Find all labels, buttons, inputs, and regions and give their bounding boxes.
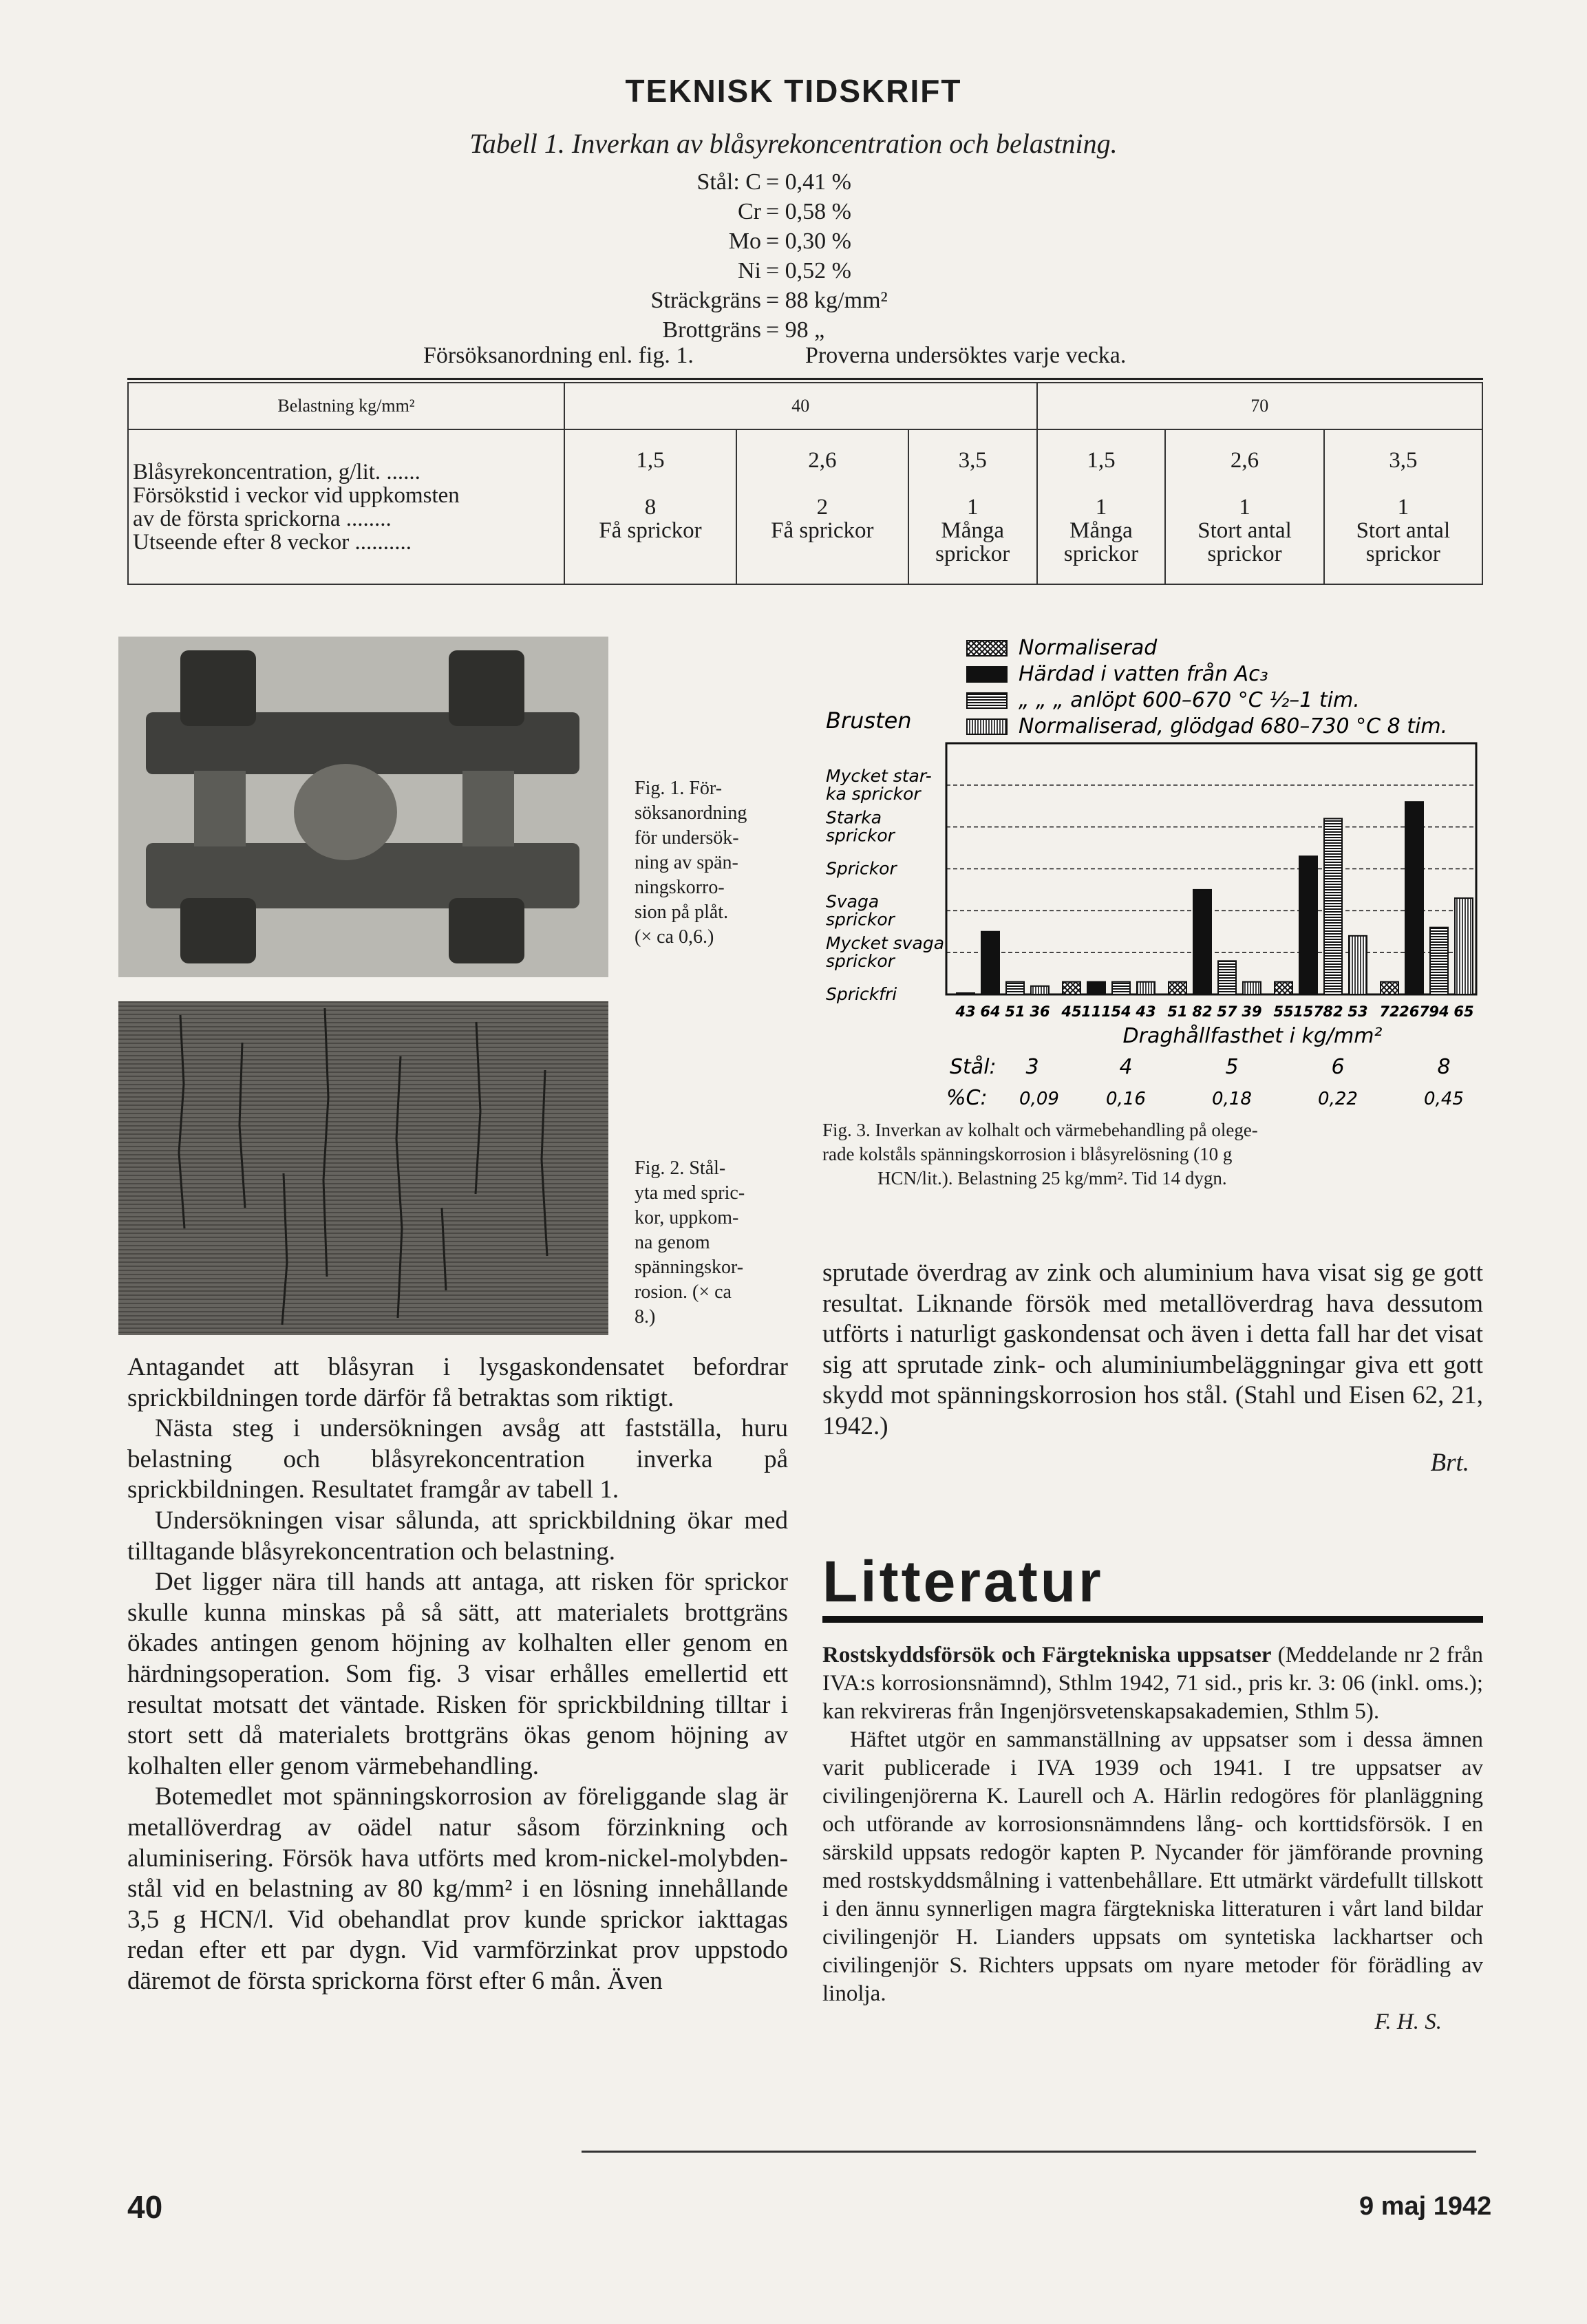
section-title-litteratur: Litteratur — [822, 1549, 1104, 1614]
legend-label: Härdad i vatten från Ac₃ — [1019, 662, 1268, 686]
carbon-value: 0,22 — [1318, 1089, 1358, 1109]
steel-number: 6 — [1331, 1055, 1345, 1079]
steel-number: 3 — [1025, 1055, 1039, 1079]
spec-label: Mo — [728, 228, 761, 254]
y-category-label: Mycket svaga — [826, 933, 945, 954]
tensile-label: 53 — [1348, 1003, 1368, 1020]
y-category-label: Svaga — [826, 891, 880, 912]
bar — [1430, 928, 1448, 994]
steel-number: 4 — [1119, 1055, 1133, 1079]
spec-value: = 0,58 % — [766, 199, 851, 224]
spec-value: = 98 „ — [766, 317, 825, 343]
fig3-caption: Fig. 3. Inverkan av kolhalt och värmebehandling på olege- rade kolståls spänningskorrosion i blåsyrelösning (10 g HCN/lit.). Belastning 25 kg/mm². Tid 14 dygn. — [822, 1120, 1258, 1188]
table-col-4: 1,5 1 Många sprickor — [1037, 429, 1166, 584]
bar — [1031, 986, 1049, 994]
clamp-illustration — [118, 637, 608, 977]
tensile-label: 54 — [1111, 1003, 1131, 1020]
tensile-label: 64 — [980, 1003, 1001, 1020]
steel-number: 5 — [1225, 1055, 1239, 1079]
bar — [1193, 890, 1211, 994]
litteratur-body — [822, 1641, 1483, 2036]
bar — [957, 993, 974, 994]
spec-label: Stål: C — [696, 169, 761, 195]
y-category-label: Sprickfri — [826, 984, 897, 1004]
bar — [1299, 856, 1317, 994]
paragraph: Antagandet att blåsyran i lysgaskondensatet befordrar sprickbildningen torde därför få betraktas som riktigt. — [127, 1353, 788, 1412]
data-table — [127, 382, 1483, 585]
fig3-chart — [822, 630, 1511, 1153]
bar — [1324, 819, 1342, 995]
carbon-label: %C: — [946, 1086, 988, 1110]
review-text: Häftet utgör en sammanställning av uppsatser som i dessa ämnen varit publicerade i IVA 1939 och 1941. I tre uppsatser av civilingenjörerna K. Laurell och A. Härlin redogöres för planläggning och utförande av korrosionsnämndens lång- och korttidsförsök. I en särskild uppsats redogör kapten P. Nycander för jämförande provning med rostskyddsmålning i vattenbehållare. Ett utmärkt värdefullt tillskott i den ännu synnerligen magra färgtekniska litteraturen i vårt land bildar civilingenjör H. Lianders uppsats om syntetiska lackhartser och civilingenjör S. Richters uppsats om nyare metoder för förädling av linolja. — [822, 1727, 1483, 2006]
row-labels: Blåsyrekoncentration, g/lit. ...... Försökstid i veckor vid uppkomsten av de första sprickorna ........ Utseende efter 8 veckor .......... — [128, 429, 564, 584]
carbon-value: 0,09 — [1019, 1089, 1059, 1109]
legend-swatch — [967, 693, 1007, 708]
tensile-label: 267 — [1399, 1003, 1429, 1020]
bar — [1137, 982, 1155, 994]
page-number: 40 — [127, 2189, 163, 2225]
tensile-label: 57 — [1217, 1003, 1237, 1020]
tensile-label: 45 — [1061, 1003, 1082, 1020]
y-category-label: sprickor — [826, 951, 895, 972]
bar — [981, 932, 999, 994]
table-col-1: 1,5 8 Få sprickor — [564, 429, 736, 584]
steel-label: Stål: — [950, 1055, 997, 1079]
tensile-label: 43 — [955, 1003, 976, 1020]
bar — [1087, 982, 1105, 994]
tensile-label: 157 — [1293, 1003, 1323, 1020]
table-top-rule — [127, 378, 1483, 380]
tensile-label: 51 — [1167, 1003, 1188, 1020]
spec-value: = 0,30 % — [766, 228, 851, 254]
tensile-label: 65 — [1453, 1003, 1474, 1020]
y-category-label: sprickor — [826, 825, 895, 846]
spec-value: = 88 kg/mm² — [766, 288, 888, 313]
fig2-photo — [118, 1001, 608, 1335]
tensile-label: 72 — [1379, 1003, 1400, 1020]
y-category-label: ka sprickor — [826, 783, 921, 804]
legend-label: Normaliserad, glödgad 680–730 °C 8 tim. — [1019, 714, 1448, 738]
table-col-6: 3,5 1 Stort antal sprickor — [1324, 429, 1482, 584]
paragraph: Undersökningen visar sålunda, att sprickbildning ökar med tilltagande blåsyrekoncentration och belastning. — [127, 1506, 788, 1566]
bar — [1455, 898, 1473, 994]
right-body-text — [822, 1258, 1483, 1478]
bar — [1405, 802, 1423, 994]
section-rule — [822, 1616, 1483, 1623]
spec-label: Brottgräns — [662, 317, 761, 343]
bar — [1006, 982, 1024, 994]
table-caption: Tabell 1. Inverkan av blåsyrekoncentration och belastning. — [469, 128, 1118, 159]
fig3-svg — [822, 630, 1511, 1153]
bar — [1349, 936, 1367, 994]
spec-label: Cr — [738, 199, 761, 224]
steel-surface-texture — [118, 1001, 608, 1335]
legend-swatch — [967, 641, 1007, 656]
bar — [1218, 961, 1236, 994]
carbon-value: 0,18 — [1212, 1089, 1252, 1109]
spec-label: Ni — [738, 258, 761, 284]
table-col-5: 2,6 1 Stort antal sprickor — [1165, 429, 1323, 584]
paragraph: sprutade överdrag av zink och aluminium hava visat sig ge gott resultat. Liknande försök med metallöverdrag hava dessutom utförts i naturligt gaskondensat och även i detta fall har det visat sig att sprutade zink- och aluminiumbeläggningar giva ett gott skydd mot spänningskorrosion hos stål. (Stahl und Eisen 62, 21, 1942.) — [822, 1259, 1483, 1440]
table-col-3: 3,5 1 Många sprickor — [908, 429, 1037, 584]
y-category-label: Sprickor — [826, 858, 897, 879]
bottom-rule — [582, 2151, 1476, 2153]
legend-label: „ „ „ anlöpt 600–670 °C ½–1 tim. — [1019, 688, 1360, 712]
legend-swatch — [967, 719, 1007, 734]
header-load-40: 40 — [564, 383, 1037, 429]
tensile-label: 82 — [1192, 1003, 1213, 1020]
tensile-label: 55 — [1273, 1003, 1294, 1020]
tensile-label: 39 — [1242, 1003, 1262, 1020]
masthead: TEKNISK TIDSKRIFT — [625, 73, 962, 109]
carbon-value: 0,16 — [1106, 1089, 1146, 1109]
tensile-label: 82 — [1323, 1003, 1343, 1020]
y-category-label: Starka — [826, 807, 882, 828]
y-category-label: Brusten — [826, 707, 912, 734]
weekly-note: Proverna undersöktes varje vecka. — [805, 343, 1127, 368]
paragraph: Det ligger nära till hands att antaga, att risken för sprickor skulle kunna minskas på så sätt, att materialets brottgräns ökades antingen genom höjning av kolhalten eller genom en härdningsoperation. Som fig. 3 visar erhålles emellertid ett resultat motsatt det väntade. Risken för sprickbildning tilltar i stort sett då materialets brottgräns ökas genom höjning av kolhalten eller genom värmebehandling. — [127, 1568, 788, 1780]
steel-number: 8 — [1437, 1055, 1451, 1079]
legend-swatch — [967, 667, 1007, 682]
spec-value: = 0,41 % — [766, 169, 851, 195]
bar — [1112, 982, 1130, 994]
review-lead — [822, 1641, 1483, 1726]
tensile-label: 43 — [1136, 1003, 1156, 1020]
bar — [1169, 982, 1186, 994]
paragraph: Nästa steg i undersökningen avsåg att fastställa, huru belastning och blåsyrekoncentration inverka på sprickbildningen. Resultatet framgår av tabell 1. — [127, 1414, 788, 1504]
review-sign: F. H. S. — [1374, 2009, 1442, 2034]
y-category-label: sprickor — [826, 909, 895, 930]
carbon-value: 0,45 — [1424, 1089, 1464, 1109]
spec-label: Sträckgräns — [650, 288, 761, 313]
steel-specs — [0, 167, 1587, 353]
review-meta: (Meddelande nr 2 från IVA:s korrosionsnämnd), Sthlm 1942, 71 sid., pris kr. 3: 06 (inkl. oms.); kan rekvireras från Ingenjörsvetenskapsakademien, Sthlm 5). — [822, 1643, 1483, 1724]
bar — [1275, 982, 1292, 994]
tensile-label: 36 — [1030, 1003, 1050, 1020]
header-label: Belastning kg/mm² — [128, 383, 564, 429]
bar — [1381, 982, 1398, 994]
y-category-label: Mycket star- — [826, 765, 932, 786]
left-body-text — [127, 1352, 788, 1996]
table-col-2: 2,6 2 Få sprickor — [736, 429, 908, 584]
header-load-70: 70 — [1037, 383, 1482, 429]
spec-value: = 0,52 % — [766, 258, 851, 284]
x-axis-title: Draghållfasthet i kg/mm² — [1122, 1024, 1383, 1048]
author-sign: Brt. — [1430, 1448, 1469, 1477]
tensile-label: 51 — [1005, 1003, 1025, 1020]
fig1-photo — [118, 637, 608, 977]
issue-date: 9 maj 1942 — [1359, 2192, 1492, 2221]
review-title: Rostskyddsförsök och Färgtekniska uppsatser — [822, 1643, 1272, 1667]
fig1-caption: Fig. 1. För- söksanordning för undersök- ning av spän- ningskorro- sion på plåt. (× ca 0,6.) — [635, 778, 747, 948]
fig2-caption: Fig. 2. Stål- yta med spric- kor, uppkom- na genom spänningskor- rosion. (× ca 8.) — [635, 1158, 745, 1328]
paragraph: Botemedlet mot spänningskorrosion av föreliggande slag är metallöverdrag av oädel natur såsom förzinkning och aluminisering. Försök hava utförts med krom-nickel-molybden-stål vid en belastning av 80 kg/mm² i en lösning innehållande 3,5 g HCN/l. Vid obehandlat prov kunde sprickor iakttagas redan efter ett par dygn. Vid varmförzinkat prov uppstodo däremot de första sprickorna först efter 6 mån. Även — [127, 1782, 788, 1995]
legend-label: Normaliserad — [1019, 636, 1158, 660]
setup-note: Försöksanordning enl. fig. 1. — [423, 343, 694, 368]
bar — [1243, 982, 1261, 994]
tensile-label: 111 — [1081, 1003, 1111, 1020]
tensile-label: 94 — [1429, 1003, 1449, 1020]
bar — [1063, 982, 1080, 994]
